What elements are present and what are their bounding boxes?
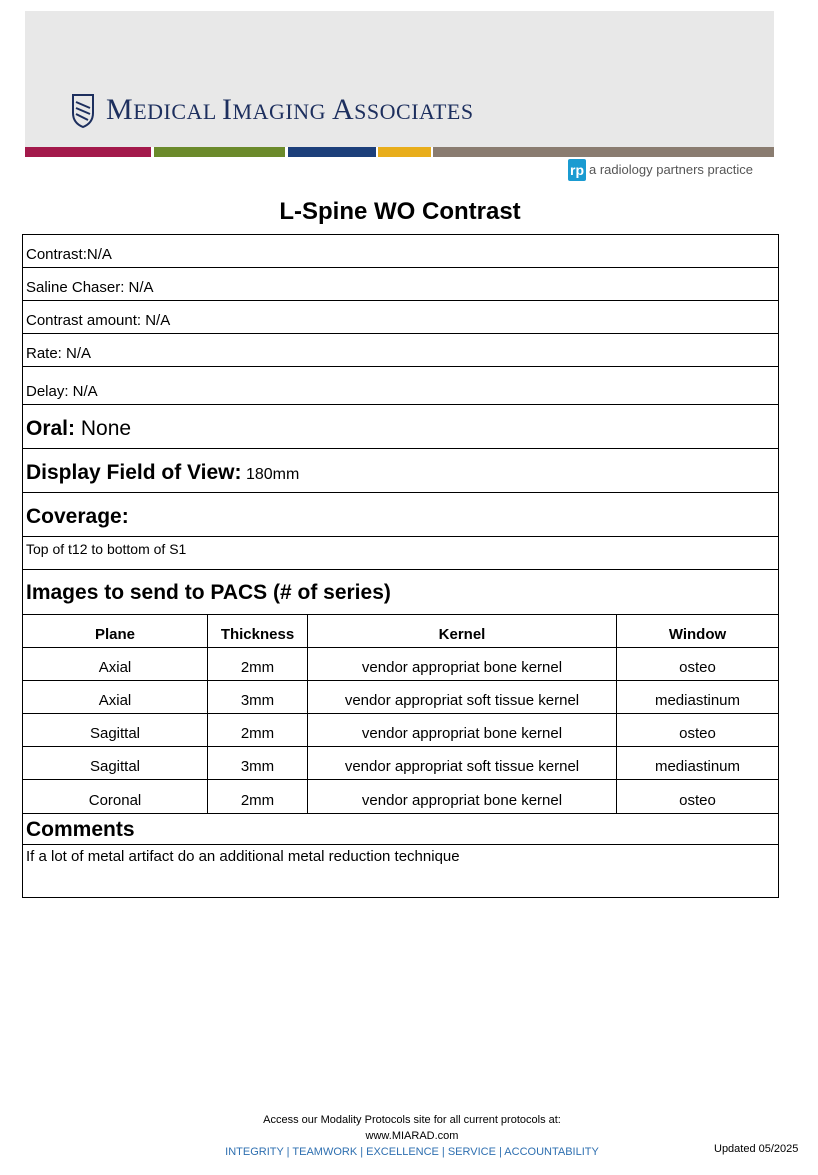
coverage-value: Top of t12 to bottom of S1 — [26, 541, 187, 557]
images-header-row — [23, 570, 778, 615]
footer — [0, 1112, 818, 1160]
kernel-cell: vendor appropriat bone kernel — [308, 780, 617, 813]
oral-value: None — [75, 417, 132, 440]
contrast-amount-field: Contrast amount: N/A — [26, 312, 171, 329]
col-header-window: Window — [668, 626, 727, 643]
table-row — [23, 714, 778, 747]
delay-row — [23, 367, 778, 405]
kernel-cell: vendor appropriat soft tissue kernel — [308, 681, 617, 713]
plane-cell: Axial — [23, 681, 208, 713]
table-row — [23, 747, 778, 780]
coverage-header-row — [23, 493, 778, 537]
coverage-value-row — [23, 537, 778, 570]
header-band — [25, 11, 774, 147]
window-cell: mediastinum — [654, 692, 741, 709]
thickness-cell: 2mm — [208, 714, 308, 746]
plane-cell: Sagittal — [23, 747, 208, 779]
comments-label: Comments — [26, 818, 135, 841]
page-title: L-Spine WO Contrast — [279, 198, 521, 225]
footer-website-link[interactable]: www.MIARAD.com — [365, 1130, 459, 1142]
table-header-row — [23, 615, 778, 648]
window-cell: osteo — [679, 725, 716, 742]
oral-label: Oral: — [26, 417, 76, 440]
table-row — [23, 648, 778, 681]
table-row — [23, 681, 778, 714]
comments-text: If a lot of metal artifact do an additional metal reduction technique — [26, 848, 460, 865]
window-cell: osteo — [679, 792, 716, 809]
thickness-cell: 3mm — [208, 747, 308, 779]
kernel-cell: vendor appropriat soft tissue kernel — [308, 747, 617, 779]
color-bar-2 — [154, 147, 285, 157]
dfov-row — [23, 449, 778, 493]
comments-header-row — [23, 814, 778, 845]
color-bar-3 — [288, 147, 376, 157]
dfov-label: Display Field of View: — [26, 461, 242, 484]
kernel-cell: vendor appropriat bone kernel — [308, 648, 617, 680]
rate-row — [23, 334, 778, 367]
coverage-label: Coverage: — [26, 505, 129, 528]
contrast-field: Contrast:N/A — [26, 246, 112, 263]
thickness-cell: 2mm — [208, 648, 308, 680]
kernel-cell: vendor appropriat bone kernel — [308, 714, 617, 746]
col-header-kernel: Kernel — [308, 615, 617, 647]
color-bar-4 — [378, 147, 431, 157]
thickness-cell: 2mm — [208, 780, 308, 813]
col-header-thickness: Thickness — [208, 615, 308, 647]
footer-protocols-note: Access our Modality Protocols site for all current protocols at: — [263, 1114, 561, 1126]
images-label: Images to send to PACS (# of series) — [26, 581, 391, 604]
saline-row — [23, 268, 778, 301]
window-cell: osteo — [679, 659, 716, 676]
saline-field: Saline Chaser: N/A — [26, 279, 154, 296]
comments-body-row — [23, 845, 778, 898]
plane-cell: Axial — [23, 648, 208, 680]
footer-values: INTEGRITY | TEAMWORK | EXCELLENCE | SERVICE | ACCOUNTABILITY — [225, 1146, 599, 1158]
shield-logo-icon — [71, 93, 95, 129]
dfov-value: 180mm — [241, 466, 300, 483]
updated-date: Updated 05/2025 — [714, 1143, 799, 1155]
partner-tagline: a radiology partners practice — [589, 162, 754, 177]
protocol-sheet — [22, 234, 779, 898]
delay-field: Delay: N/A — [26, 383, 98, 400]
col-header-plane: Plane — [23, 615, 208, 647]
rate-field: Rate: N/A — [26, 345, 92, 362]
contrast-amount-row — [23, 301, 778, 334]
series-table — [23, 615, 778, 814]
thickness-cell: 3mm — [208, 681, 308, 713]
partner-logo-icon: rp — [568, 159, 586, 181]
plane-cell: Coronal — [23, 780, 208, 813]
contrast-row — [23, 235, 778, 268]
oral-row — [23, 405, 778, 449]
plane-cell: Sagittal — [23, 714, 208, 746]
color-bar-1 — [25, 147, 151, 157]
color-bar-5 — [433, 147, 774, 157]
brand-name: MEDICAL IMAGING ASSOCIATES — [106, 93, 474, 126]
table-row — [23, 780, 778, 813]
window-cell: mediastinum — [654, 758, 741, 775]
